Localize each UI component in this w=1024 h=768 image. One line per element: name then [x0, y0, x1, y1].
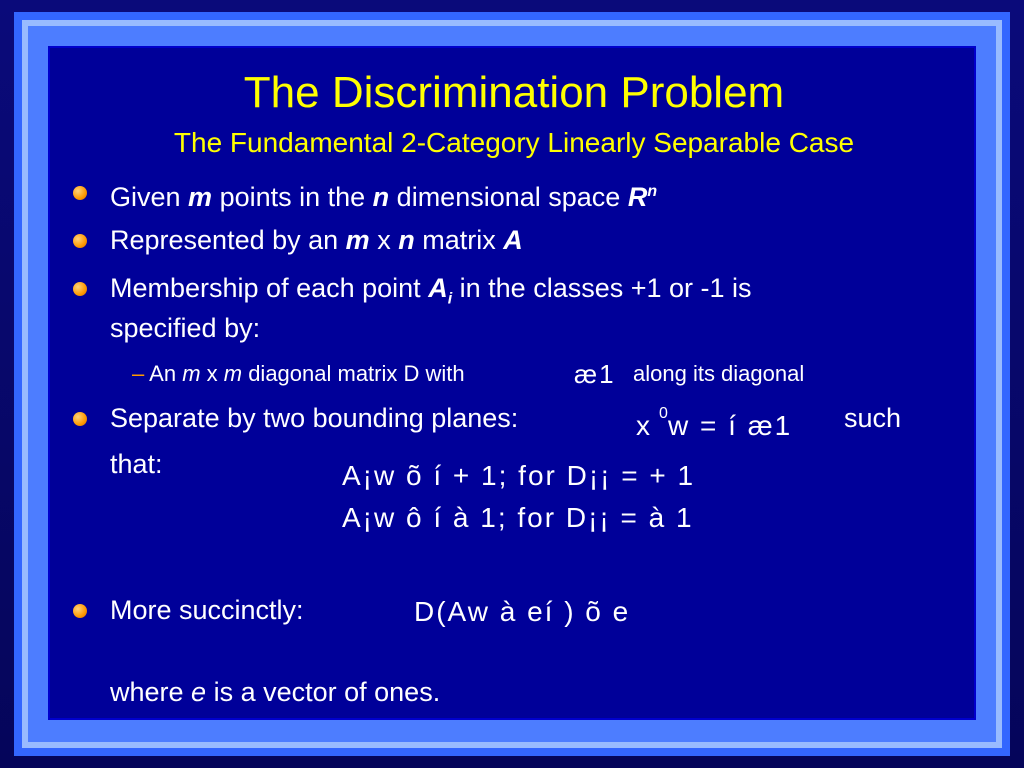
sub-text: diagonal matrix D with — [242, 361, 465, 386]
bullet-text: Represented by an — [110, 225, 346, 255]
bullet-separate-line2: that: — [110, 449, 163, 479]
equation-minus-class: A¡w ô í à 1; for D¡¡ = à 1 — [342, 502, 694, 533]
slide-subtitle: The Fundamental 2-Category Linearly Separable Case — [173, 127, 855, 158]
math-plane-eq: w = í æ1 — [668, 410, 793, 441]
bullet-text: Given — [110, 182, 189, 212]
bullet-dot-icon — [73, 604, 87, 618]
sub-text-diagonal: along its diagonal — [633, 361, 805, 386]
bullet-dot-icon — [73, 186, 87, 200]
sub-text: x — [200, 361, 224, 386]
var-m: m — [223, 361, 243, 386]
math-plane-x: x — [636, 410, 652, 441]
bullet-succinctly: More succinctly: — [110, 595, 304, 625]
var-R: R — [627, 182, 648, 212]
var-A: A — [503, 225, 523, 255]
var-n: n — [398, 225, 415, 255]
subscript-i: i — [447, 290, 453, 308]
equation-plus-class: A¡w õ í + 1; for D¡¡ = + 1 — [342, 460, 696, 491]
bullet-membership — [110, 272, 752, 315]
bullet-text: matrix — [414, 225, 504, 255]
equation-succinct: D(Aw à eí ) õ e — [414, 596, 631, 627]
where-text: where — [110, 677, 192, 707]
where-text: is a vector of ones. — [206, 677, 441, 707]
bullet-represented — [110, 224, 523, 256]
math-plus-minus-one: æ1 — [574, 359, 616, 389]
sub-bullet-diagonal — [132, 361, 465, 387]
superscript-n: n — [647, 183, 658, 200]
bullet-text: Membership of each point — [110, 273, 429, 303]
math-transpose-sup: 0 — [659, 405, 670, 422]
var-m: m — [345, 225, 370, 255]
var-m: m — [182, 361, 201, 386]
var-n: n — [372, 182, 390, 212]
bullet-separate-such: such — [844, 403, 902, 433]
sub-text: An — [149, 361, 183, 386]
where-line — [110, 676, 440, 708]
bullet-dot-icon — [73, 234, 87, 248]
dash-icon: – — [132, 361, 145, 386]
bullet-text: points in the — [212, 182, 373, 212]
bullet-separate: Separate by two bounding planes: — [110, 403, 519, 433]
var-e: e — [191, 677, 207, 707]
bullet-text: in the classes +1 or -1 is — [452, 273, 752, 303]
slide-canvas — [48, 46, 976, 720]
bullet-dot-icon — [73, 282, 87, 296]
bullet-dot-icon — [73, 412, 87, 426]
bullet-text: dimensional space — [389, 182, 628, 212]
var-A: A — [428, 273, 448, 303]
slide-title: The Discrimination Problem — [243, 68, 785, 117]
bullet-given — [110, 176, 657, 213]
bullet-membership-line2: specified by: — [110, 313, 261, 343]
bullet-text: x — [369, 225, 399, 255]
var-m: m — [188, 182, 213, 212]
